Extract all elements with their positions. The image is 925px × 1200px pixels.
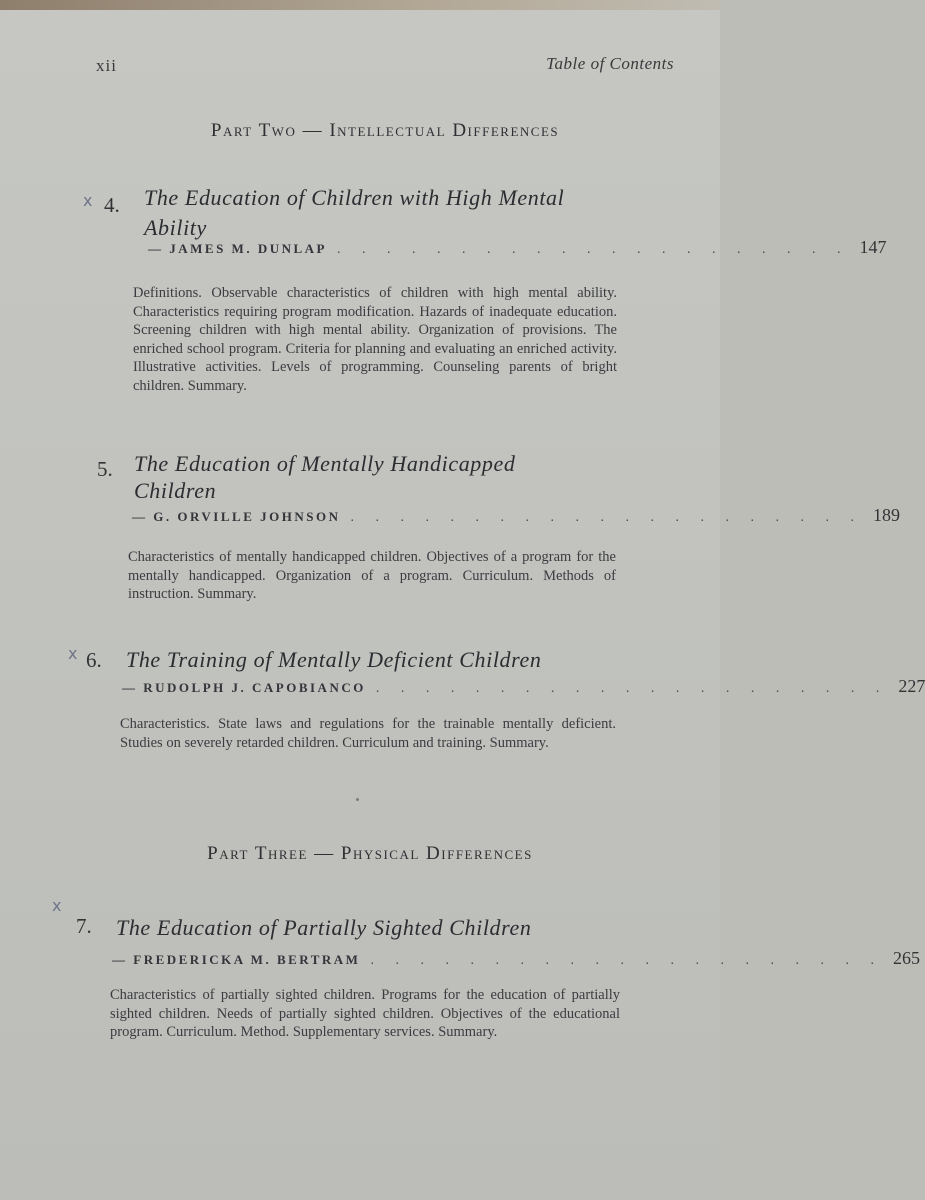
chapter-number: 5.	[97, 457, 113, 481]
chapter-author: — JAMES M. DUNLAP	[148, 241, 327, 256]
chapter-summary: Characteristics. State laws and regulations for the trainable mentally deficient. Studies on severely retarded children. Curriculum and training. Summary.	[120, 716, 616, 751]
leader-dots: . . . . . . . . . . . . . . . . . . . . .	[375, 681, 889, 696]
author-line	[148, 237, 887, 258]
chapter-author: — RUDOLPH J. CAPOBIANCO	[122, 680, 366, 695]
chapter-author: — FREDERICKA M. BERTRAM	[112, 952, 361, 967]
leader-dots: . . . . . . . . . . . . . . . . . . . . .	[370, 953, 883, 968]
print-speck	[356, 798, 359, 801]
part-two-heading: Part Two — Intellectual Differences	[210, 120, 560, 141]
leader-dots: . . . . . . . . . . . . . . . . . . . . .	[337, 242, 850, 257]
chapter-title-line1: The Education of Partially Sighted Children	[116, 915, 532, 940]
chapter-summary: Characteristics of mentally handicapped children. Objectives of a program for the mentally handicapped. Organization of a program. Curriculum. Methods of instruction. Summary.	[128, 549, 616, 602]
page-header	[96, 56, 674, 80]
chapter-title-line1: The Training of Mentally Deficient Children	[126, 647, 542, 672]
author-line	[132, 505, 900, 526]
pencil-check-mark-icon: x	[83, 191, 93, 210]
page-top-edge	[0, 0, 720, 10]
page-number: xii	[96, 56, 117, 75]
chapter-page: 227	[898, 676, 925, 696]
pencil-check-mark-icon: x	[52, 896, 62, 915]
chapter-title-line1: The Education of Children with High Mental	[144, 185, 565, 210]
running-head: Table of Contents	[546, 54, 674, 73]
chapter-number: 4.	[104, 193, 120, 217]
chapter-title-line2: Children	[134, 478, 217, 503]
chapter-page: 189	[872, 505, 900, 525]
chapter-title-line1: The Education of Mentally Handicapped	[134, 451, 516, 476]
chapter-summary: Characteristics of partially sighted children. Programs for the education of partially sighted children. Needs of partially sighted children. Objectives of the educational program. Curriculum. Method. Supplementary services. Summary.	[110, 987, 620, 1040]
chapter-number: 7.	[76, 914, 92, 938]
pencil-check-mark-icon: x	[68, 644, 78, 663]
chapter-author: — G. ORVILLE JOHNSON	[132, 509, 341, 524]
chapter-number: 6.	[86, 648, 102, 672]
author-line	[112, 948, 920, 969]
chapter-page: 265	[892, 948, 920, 968]
chapter-summary: Definitions. Observable characteristics of children with high mental ability. Characteristics requiring program modification. Hazards of inadequate education. Screening children with high mental ability. Organization of provisions. The enriched school program. Criteria for planning and evaluating an enriched activity. Illustrative activities. Levels of programming. Counseling parents of bright children. Summary.	[133, 285, 617, 394]
part-three-heading: Part Three — Physical Differences	[207, 843, 533, 864]
author-line	[122, 676, 925, 697]
chapter-page: 147	[859, 237, 887, 257]
leader-dots: . . . . . . . . . . . . . . . . . . . . .	[350, 510, 863, 525]
chapter-title-line2: Ability	[144, 215, 207, 240]
